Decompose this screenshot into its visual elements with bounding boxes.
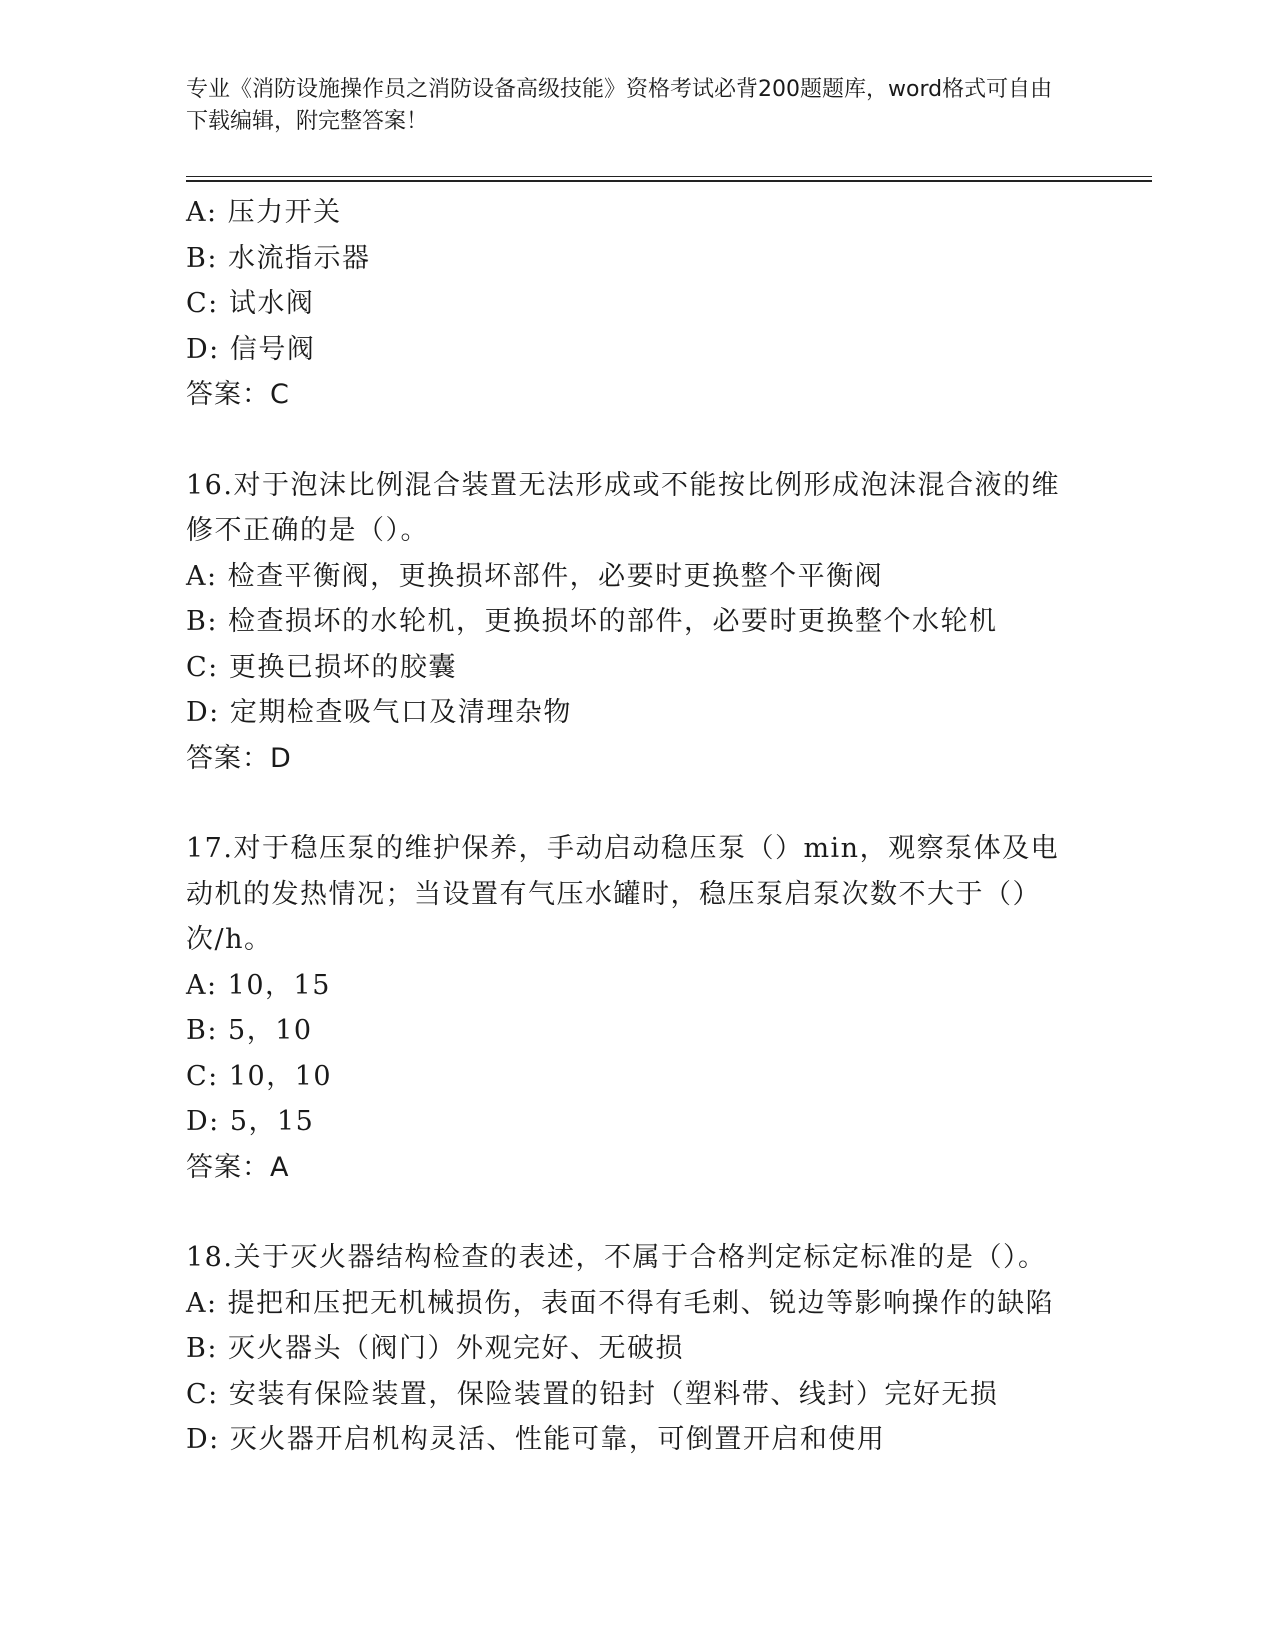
option-b: B: 检查损坏的水轮机，更换损坏的部件，必要时更换整个水轮机 [186,606,998,637]
document-header: 专业《消防设施操作员之消防设备高级技能》资格考试必背200题题库，word格式可自由下载编辑，附完整答案！ [186,77,1053,134]
spacer [186,418,1086,463]
option-c: C: 试水阀 [186,288,315,319]
document-body [186,190,1086,1463]
option-a: A: 压力开关 [186,197,342,228]
option-c: C: 更换已损坏的胶囊 [186,651,457,683]
option-a: A: 10，15 [186,969,331,1001]
option-d: D: 信号阀 [186,333,316,365]
answer-label: 答案：D [186,742,292,774]
option-a: A: 提把和压把无机械损伤，表面不得有毛刺、锐边等影响操作的缺陷 [186,1287,1055,1319]
question-stem: 18.关于灭火器结构检查的表述，不属于合格判定标定标准的是（）。 [186,1242,1047,1273]
answer-label: 答案：C [186,379,290,410]
option-d: D: 定期检查吸气口及清理杂物 [186,697,572,728]
question-stem: 次/h。 [186,924,273,955]
spacer [186,781,1086,826]
option-c: C: 安装有保险装置，保险装置的铅封（塑料带、线封）完好无损 [186,1378,999,1410]
header-divider-thick [186,180,1152,182]
question-18-block [186,1235,1086,1463]
option-d: D: 5，15 [186,1106,315,1137]
spacer [186,1190,1086,1235]
question-15-block [186,190,1086,418]
question-stem: 17.对于稳压泵的维护保养，手动启动稳压泵（）min，观察泵体及电 [186,833,1060,864]
option-a: A: 检查平衡阀，更换损坏部件，必要时更换整个平衡阀 [186,560,884,592]
option-d: D: 灭火器开启机构灵活、性能可靠，可倒置开启和使用 [186,1424,886,1455]
question-17-block [186,826,1086,1190]
answer-label: 答案：A [186,1151,290,1183]
question-stem: 修不正确的是（）。 [186,515,429,546]
option-b: B: 水流指示器 [186,242,371,274]
question-stem: 动机的发热情况；当设置有气压水罐时，稳压泵启泵次数不大于（） [186,878,1041,910]
question-16-block [186,463,1086,782]
option-b: B: 灭火器头（阀门）外观完好、无破损 [186,1333,685,1364]
option-c: C: 10，10 [186,1060,333,1092]
header-divider-thin [186,176,1152,177]
question-stem: 16.对于泡沫比例混合装置无法形成或不能按比例形成泡沫混合液的维 [186,469,1060,501]
option-b: B: 5，10 [186,1015,313,1046]
